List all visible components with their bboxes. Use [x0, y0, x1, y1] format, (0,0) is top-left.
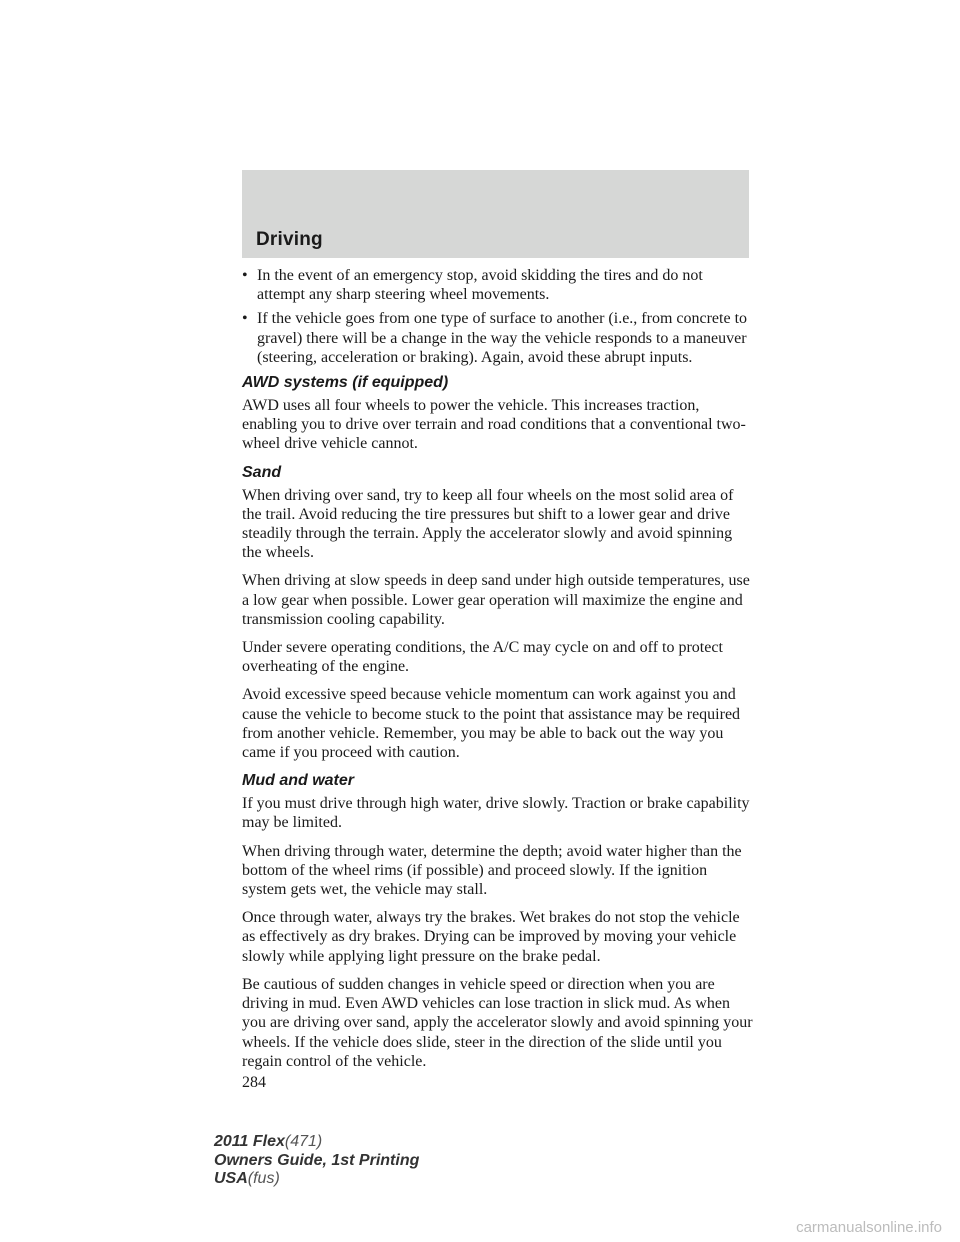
paragraph: Be cautious of sudden changes in vehicle speed or direction when you are driving in mud. Even AWD vehicles can lose traction in slick mud. As when you are driving over sand, apply the accelerator slowly and avoid spinning your wheels. If the vehicle does slide, steer in the direction of the slide until you regain control of the vehicle. [242, 975, 753, 1070]
paragraph: When driving through water, determine the depth; avoid water higher than the bottom of the wheel rims (if possible) and proceed slowly. If the ignition system gets wet, the vehicle may stall. [242, 842, 742, 899]
bullet-text: In the event of an emergency stop, avoid skidding the tires and do not attempt any sharp steering wheel movements. [257, 267, 703, 304]
footer-line-model [214, 1133, 419, 1152]
footer-line-printing: Owners Guide, 1st Printing [214, 1151, 420, 1169]
paragraph: Once through water, always try the brakes. Wet brakes do not stop the vehicle as effectively as dry brakes. Drying can be improved by moving your vehicle slowly while applying light pressure on the brake pedal. [242, 909, 740, 965]
footer-model: 2011 Flex [214, 1133, 285, 1150]
section-title: Driving [256, 229, 323, 250]
section-header-band [242, 170, 749, 258]
heading-mud-and-water: Mud and water [242, 772, 355, 790]
document-footer [214, 1133, 419, 1189]
bullet-item [242, 309, 754, 367]
heading-sand: Sand [242, 463, 282, 481]
footer-region: USA [214, 1170, 248, 1187]
bullet-dot-icon: • [242, 267, 248, 284]
footer-line-region [214, 1170, 419, 1189]
heading-awd-systems: AWD systems (if equipped) [242, 374, 449, 392]
paragraph: Avoid excessive speed because vehicle momentum can work against you and cause the vehicle to become stuck to the point that assistance may be required from another vehicle. Remember, you may be able to back out the way you came if you proceed with caution. [242, 686, 741, 762]
bullet-dot-icon: • [242, 310, 248, 328]
bullet-item [242, 266, 754, 304]
site-watermark: carmanualsonline.info [796, 1219, 942, 1236]
paragraph: When driving at slow speeds in deep sand under high outside temperatures, use a low gear when possible. Lower gear operation will maximize the engine and transmission cooling capability. [242, 572, 750, 628]
page-number: 284 [242, 1073, 266, 1091]
paragraph: Under severe operating conditions, the A/C may cycle on and off to protect overheating of the engine. [242, 639, 723, 676]
paragraph: AWD uses all four wheels to power the vehicle. This increases traction, enabling you to drive over terrain and road conditions that a conventional two-wheel drive vehicle cannot. [242, 397, 746, 453]
footer-region-code: (fus) [247, 1170, 280, 1187]
footer-model-code: (471) [284, 1133, 323, 1150]
paragraph: If you must drive through high water, drive slowly. Traction or brake capability may be limited. [242, 795, 750, 832]
bullet-text: If the vehicle goes from one type of surface to another (i.e., from concrete to gravel) there will be a change in the way the vehicle responds to a maneuver (steering, acceleration or braking). Again, avoid these abrupt inputs. [257, 310, 748, 366]
paragraph: When driving over sand, try to keep all four wheels on the most solid area of the trail. Avoid reducing the tire pressures but shift to a lower gear and drive steadily through the terrain. Apply the accelerator slowly and avoid spinning the wheels. [242, 486, 734, 562]
page-content [242, 266, 754, 1092]
